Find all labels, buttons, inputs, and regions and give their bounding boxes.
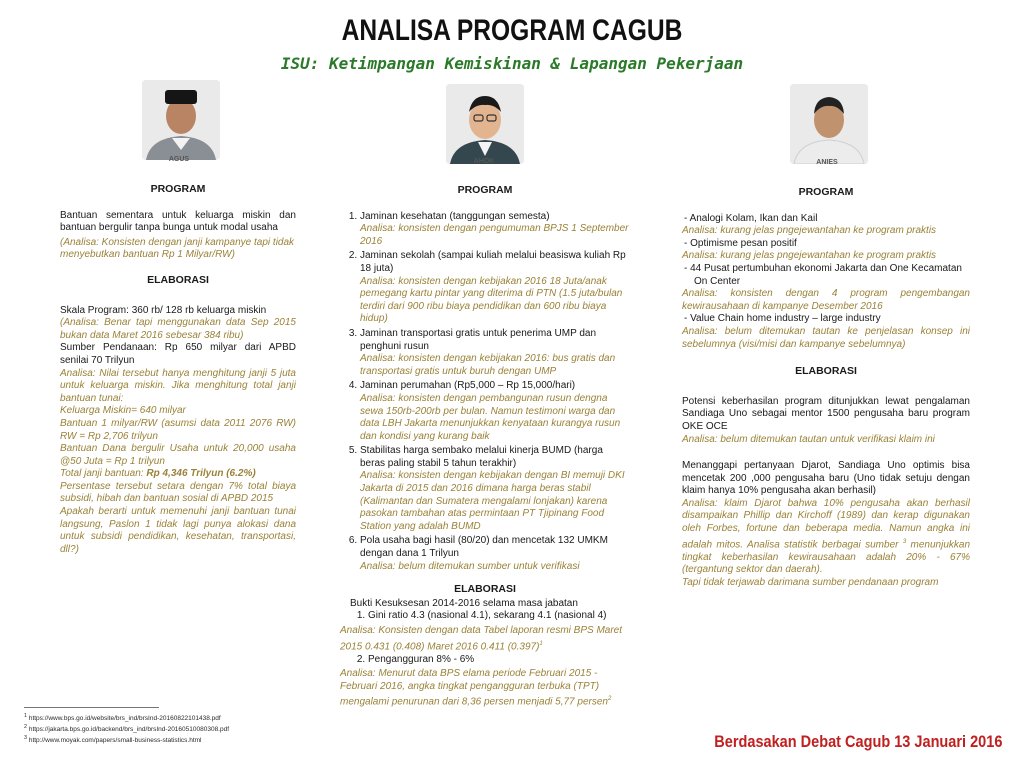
anies-item-analysis: Analisa: kurang jelas pngejewantahan ke program praktis bbox=[682, 225, 937, 237]
ahok-item-analysis: Analisa: konsisten dengan pembangunan rusun dengna sewa 150rb-200rb per bulan. Namun testimoni warga dan data LBH Jakarta menunjukkan kenyataan kurangya rusun dan kondisi yang kurang baik bbox=[360, 392, 621, 442]
ahok-item-analysis: Analisa: konsisten dengan kebijakan dengan BI memuji DKI Jakarta di 2015 dan 2016 dimana harga beras stabil (Kalimantan dan Sumatera mengalami lonjakan) karena pasokan tambahan atas permintaan PT Tjipinang Food Station yang adalah BUMD bbox=[360, 470, 625, 532]
footnote-number: 2 bbox=[24, 724, 28, 731]
agus-fund: Sumber Pendanaan: Rp 650 milyar dari APBD senilai 70 Trilyun bbox=[60, 342, 296, 366]
agus-column bbox=[60, 183, 296, 556]
agus-calc-poor: Keluarga Miskin= 640 milyar bbox=[60, 405, 186, 417]
footnote-number: 3 bbox=[24, 735, 28, 742]
anies-program-heading: PROGRAM bbox=[798, 186, 854, 198]
anies-item-title: 44 Pusat pertumbuhan ekonomi Jakarta dan One Kecamatan On Center bbox=[690, 262, 962, 287]
ahok-elab-intro: Bukti Kesuksesan 2014-2016 selama masa jabatan bbox=[350, 597, 578, 609]
ahok-item-title: Jaminan sekolah (sampai kuliah melalui beasiswa kuliah Rp 18 juta) bbox=[360, 250, 626, 274]
ahok-program-item bbox=[360, 445, 630, 533]
ahok-item-title: Jaminan transportasi gratis untuk penerima UMP dan penghuni rusun bbox=[360, 327, 597, 352]
ahok-elab-analysis-text: Analisa: Menurut data BPS elama periode Februari 2015 - Februari 2016, angka tingkat pengangguran terbuka (TPT) mengalami penurunan dari 8,36 persen menjadi 5,77 persen bbox=[340, 668, 608, 708]
ahok-item-title: Jaminan kesehatan (tanggungan semesta) bbox=[360, 210, 550, 222]
footnote bbox=[24, 723, 229, 734]
page-subtitle: ISU: Ketimpangan Kemiskinan & Lapangan Pekerjaan bbox=[280, 54, 744, 73]
ahok-elab-list-2 bbox=[340, 654, 630, 667]
anies-elab-funding-note: Tapi tidak terjawab darimana sumber pendanaan program bbox=[682, 576, 939, 588]
ahok-item-analysis: Analisa: konsisten dengan kebijakan 2016: bus gratis dan transportasi gratis untuk buruh dengan UMP bbox=[360, 353, 616, 377]
agus-photo bbox=[142, 80, 220, 160]
agus-fund-analysis: Analisa: Nilai tersebut hanya menghitung janji 5 juta untuk keluarga miskin. Jika menghitung total janji bantuan tunai: bbox=[60, 367, 296, 404]
anies-analysis-part-a: Analisa: klaim Djarot bahwa 10% pengusaha akan berhasil disampaikan Phillip dan Kirchoff (1989) dan kerap digunakan oleh Forbes, fortune dan beberapa media. Namun angka ini adalah mitos. Analisa statistik berbagai sumber bbox=[682, 497, 970, 550]
ahok-program-item bbox=[360, 250, 630, 326]
ahok-elaboration-heading: ELABORASI bbox=[454, 583, 516, 596]
ahok-program-heading: PROGRAM bbox=[457, 184, 513, 196]
ahok-elab-analysis bbox=[340, 668, 630, 709]
footnote bbox=[24, 712, 229, 723]
agus-program-heading: PROGRAM bbox=[150, 183, 206, 195]
anies-analysis-part-b: menunjukkan tingkat keberhasilan kewirausahaan adalah 20% - 67% (tergantung sektor dan daerah). bbox=[682, 538, 971, 576]
footnote-ref: 2 bbox=[607, 696, 612, 703]
footnote bbox=[24, 734, 229, 745]
source-credit: Berdasakan Debat Cagub 13 Januari 2016 bbox=[713, 733, 1002, 751]
anies-program-item: - Optimisme pesan positif bbox=[684, 237, 797, 249]
ahok-label: AHOK bbox=[473, 158, 495, 165]
agus-total bbox=[60, 468, 296, 481]
ahok-program-item bbox=[360, 211, 630, 249]
footnotes bbox=[24, 712, 229, 745]
anies-item-title: Optimisme pesan positif bbox=[690, 237, 797, 249]
ahok-program-item bbox=[360, 535, 630, 573]
ahok-elab-analysis bbox=[340, 625, 630, 654]
agus-total-label: Total janji bantuan: bbox=[60, 468, 147, 480]
ahok-elab-item bbox=[368, 654, 630, 667]
agus-question: Apakah berarti untuk memenuhi janji bantuan tunai langsung, Paslon 1 tidak lagi punya alokasi dana untuk subsidi pendidikan, kesehatan, transportasi, dll?) bbox=[60, 506, 296, 555]
footnote-link[interactable]: https://www.bps.go.id/website/brs_ind/brsInd-20160822101438.pdf bbox=[28, 715, 221, 723]
ahok-item-analysis: Analisa: belum ditemukan sumber untuk verifikasi bbox=[360, 560, 580, 572]
ahok-elab-item bbox=[368, 610, 630, 623]
ahok-program-item bbox=[360, 380, 630, 443]
anies-program-item: - Analogi Kolam, Ikan dan Kail bbox=[684, 212, 818, 224]
ahok-item-title: Pola usaha bagi hasil (80/20) dan mencetak 132 UMKM dengan dana 1 Trilyun bbox=[360, 535, 608, 560]
ahok-elab-analysis-text: Analisa: Konsisten dengan data Tabel laporan resmi BPS Maret 2015 0.431 (0.408) Maret 2016 0.411 (0.397) bbox=[340, 625, 623, 652]
ahok-item-analysis: Analisa: konsisten dengan pengumuman BPJS 1 September 2016 bbox=[360, 223, 629, 247]
ahok-photo bbox=[446, 84, 524, 164]
anies-elaboration-heading: ELABORASI bbox=[795, 365, 857, 378]
anies-item-title: Analogi Kolam, Ikan dan Kail bbox=[689, 212, 818, 224]
anies-program-item: - 44 Pusat pertumbuhan ekonomi Jakarta dan One Kecamatan On Center bbox=[684, 262, 962, 287]
anies-item-analysis: Analisa: belum ditemukan tautan ke penjelasan konsep ini sebelumnya (visi/misi dan kampanye sebelumnya) bbox=[682, 325, 970, 350]
footnote-number: 1 bbox=[24, 713, 28, 719]
ahok-item-title: Stabilitas harga sembako melalui kinerja BUMD (harga beras paling stabil 5 tahun terakhir) bbox=[360, 445, 603, 469]
agus-percentage: Persentase tersebut setara dengan 7% total biaya subsidi, hibah dan bantuan sosial di APBD 2015 bbox=[60, 480, 296, 505]
ahok-elab-title: Gini ratio 4.3 (nasional 4.1), sekarang 4.1 (nasional 4) bbox=[368, 610, 607, 622]
anies-item-analysis: Analisa: kurang jelas pngejewantahan ke program praktis bbox=[682, 250, 937, 262]
agus-program-text: Bantuan sementara untuk keluarga miskin dan bantuan bergulir tanpa bunga untuk modal usaha bbox=[60, 209, 296, 234]
agus-total-value: Rp 4,346 Trilyun (6.2%) bbox=[146, 468, 256, 480]
anies-item-analysis: Analisa: konsisten dengan 4 program pengembangan kewirausahaan di kampanye Desember 2016 bbox=[682, 288, 970, 312]
anies-program-item: - Value Chain home industry – large industry bbox=[684, 313, 881, 325]
ahok-elab-title: Pengangguran 8% - 6% bbox=[368, 653, 475, 665]
anies-column bbox=[682, 186, 970, 589]
anies-elab-potential-analysis: Analisa: belum ditemukan tautan untuk verifikasi klaim ini bbox=[682, 433, 935, 445]
footnote-ref: 1 bbox=[539, 640, 543, 647]
ahok-item-title: Jaminan perumahan (Rp5,000 – Rp 15,000/hari) bbox=[360, 380, 576, 392]
anies-photo bbox=[790, 84, 868, 164]
footnote-ref: 3 bbox=[902, 538, 907, 545]
agus-program-analysis: (Analisa: Konsisten dengan janji kampanye tapi tidak menyebutkan bantuan Rp 1 Milyar/RW) bbox=[60, 236, 295, 261]
agus-scale: Skala Program: 360 rb/ 128 rb keluarga miskin bbox=[60, 304, 267, 316]
agus-calc-rw: Bantuan 1 milyar/RW (asumsi data 2011 2076 RW) RW = Rp 2,706 trilyun bbox=[60, 417, 296, 442]
anies-elab-response-analysis bbox=[682, 498, 970, 577]
anies-label: ANIES bbox=[816, 159, 838, 166]
ahok-elab-list bbox=[340, 610, 630, 623]
anies-elab-potential: Potensi keberhasilan program ditunjukkan lewat pengalaman Sandiaga Uno sebagai mentor 1500 pengusaha baru program OKE OCE bbox=[682, 395, 970, 432]
footnote-link[interactable]: http://www.moyak.com/papers/small-business-statistics.html bbox=[28, 737, 202, 745]
anies-elab-response: Menanggapi pertanyaan Djarot, Sandiaga Uno optimis bisa mencetak 200 ,000 pengusaha baru (Uno tidak setuju dengan klaim hanya 10% pengusaha akan berhasil) bbox=[682, 460, 970, 497]
ahok-program-list bbox=[340, 211, 630, 574]
ahok-program-item bbox=[360, 328, 630, 378]
agus-elaboration-heading: ELABORASI bbox=[147, 273, 209, 286]
agus-scale-analysis: (Analisa: Benar tapi menggunakan data Sep 2015 bukan data Maret 2016 sebesar 384 ribu) bbox=[60, 317, 296, 341]
ahok-column bbox=[340, 184, 630, 709]
agus-label: AGUS bbox=[168, 156, 190, 163]
page-title: ANALISA PROGRAM CAGUB bbox=[341, 14, 683, 47]
anies-item-title: Value Chain home industry – large industry bbox=[690, 313, 881, 325]
ahok-item-analysis: Analisa: konsisten dengan kebijakan 2016 18 Juta/anak pemegang kartu pintar yang diterima di PTN (1.5 juta/bulan terdiri dari 900 ribu biaya pendidikan dan 600 ribu biaya hidup) bbox=[360, 275, 623, 325]
footnote-divider bbox=[24, 707, 159, 708]
agus-calc-business: Bantuan Dana bergulir Usaha untuk 20,000 usaha @50 Juta = Rp 1 trilyun bbox=[60, 443, 296, 467]
footnote-link[interactable]: https://jakarta.bps.go.id/backend/brs_ind/brsInd-20160510080308.pdf bbox=[28, 726, 230, 734]
